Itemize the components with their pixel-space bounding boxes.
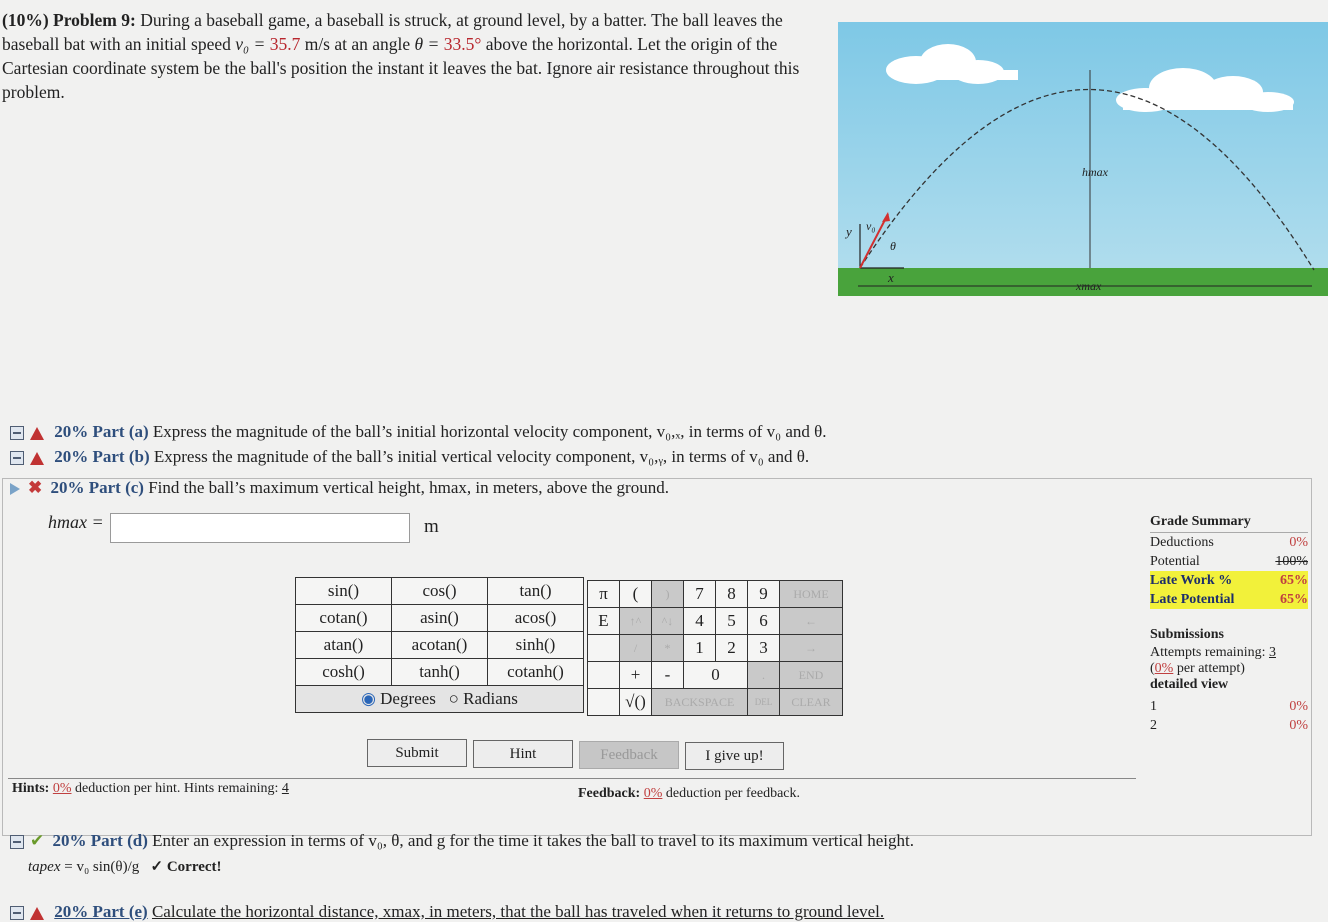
theta-symbol: θ = xyxy=(414,34,440,54)
potential-value: 100% xyxy=(1275,554,1308,569)
key-rparen[interactable]: ) xyxy=(652,581,684,608)
key-clear[interactable]: CLEAR xyxy=(780,689,843,716)
warning-icon xyxy=(30,452,44,465)
late-work-value: 65% xyxy=(1280,573,1308,588)
v0-label: v₀ xyxy=(866,219,876,233)
cloud-left xyxy=(886,44,1018,84)
late-potential-label: Late Potential xyxy=(1150,592,1235,607)
attempts-value: 3 xyxy=(1268,645,1276,660)
fn-sin[interactable]: sin() xyxy=(296,578,392,605)
part-d-row[interactable] xyxy=(10,831,914,851)
y-label: y xyxy=(846,224,852,239)
potential-label: Potential xyxy=(1150,554,1200,569)
hint-button[interactable]: Hint xyxy=(473,740,573,768)
late-work-label: Late Work % xyxy=(1150,573,1233,588)
fn-cotan[interactable]: cotan() xyxy=(296,605,392,632)
key-0[interactable]: 0 xyxy=(684,662,748,689)
problem-label: Problem 9: xyxy=(53,10,136,30)
feedback-button[interactable]: Feedback xyxy=(579,741,679,769)
theta-value: 33.5° xyxy=(443,34,482,54)
part-b-text: Express the magnitude of the ball’s initial vertical velocity component, v₀,ᵧ, in terms of v₀ and θ. xyxy=(153,447,810,466)
hints-pct: 0% xyxy=(52,781,72,796)
key-backspace[interactable]: BACKSPACE xyxy=(652,689,748,716)
part-d-answer xyxy=(28,857,222,876)
key-up-caret[interactable]: ↑^ xyxy=(620,608,652,635)
collapse-icon[interactable] xyxy=(10,426,24,440)
key-end[interactable]: END xyxy=(780,662,843,689)
key-star[interactable]: * xyxy=(652,635,684,662)
theta-label: θ xyxy=(890,239,896,253)
key-minus[interactable]: - xyxy=(652,662,684,689)
submit-button[interactable]: Submit xyxy=(367,739,467,767)
problem-statement xyxy=(2,8,832,104)
xmax-label: xmax xyxy=(1076,279,1102,293)
degrees-radio[interactable]: ◉ xyxy=(361,689,376,708)
key-2[interactable]: 2 xyxy=(716,635,748,662)
fn-atan[interactable]: atan() xyxy=(296,632,392,659)
part-e-title: 20% Part (e) xyxy=(54,902,148,921)
part-d-text: Enter an expression in terms of v₀, θ, and g for the time it takes the ball to travel to its maximum vertical height. xyxy=(152,831,915,850)
number-keypad xyxy=(587,580,843,716)
hints-info xyxy=(12,781,289,797)
v0-arrowhead xyxy=(882,212,890,222)
v0-symbol: v₀ = xyxy=(235,34,266,54)
key-empty xyxy=(588,689,620,716)
collapse-icon[interactable] xyxy=(10,906,24,920)
grade-title: Grade Summary xyxy=(1150,514,1308,533)
collapse-icon[interactable] xyxy=(10,451,24,465)
fn-cotanh[interactable]: cotanh() xyxy=(488,659,584,686)
part-d-title: 20% Part (d) xyxy=(52,831,148,850)
feedback-info xyxy=(578,786,800,802)
expand-arrow-icon[interactable] xyxy=(10,483,20,495)
part-a-row[interactable] xyxy=(10,422,827,442)
answer-unit: m xyxy=(424,516,439,537)
feedback-pct: 0% xyxy=(643,786,663,801)
part-c-title: 20% Part (c) xyxy=(50,478,144,497)
attempts-label: Attempts remaining: xyxy=(1150,645,1266,660)
key-6[interactable]: 6 xyxy=(748,608,780,635)
fn-asin[interactable]: asin() xyxy=(392,605,488,632)
key-9[interactable]: 9 xyxy=(748,581,780,608)
deductions-value: 0% xyxy=(1289,535,1308,550)
warning-icon xyxy=(30,427,44,440)
feedback-text: deduction per feedback. xyxy=(665,786,800,801)
fn-acos[interactable]: acos() xyxy=(488,605,584,632)
submission-number: 2 xyxy=(1150,718,1157,733)
key-pi[interactable]: π xyxy=(588,581,620,608)
key-del[interactable]: DEL xyxy=(748,689,780,716)
per-attempt-pct: 0% xyxy=(1154,661,1174,676)
per-attempt-text: per attempt) xyxy=(1176,661,1245,676)
give-up-button[interactable]: I give up! xyxy=(685,742,784,770)
part-c-row[interactable] xyxy=(10,478,669,498)
part-e-row[interactable] xyxy=(10,902,884,922)
deductions-label: Deductions xyxy=(1150,535,1214,550)
feedback-label: Feedback: xyxy=(578,786,641,801)
part-b-title: 20% Part (b) xyxy=(54,447,150,466)
problem-weight: (10%) xyxy=(2,10,49,30)
degrees-label: Degrees xyxy=(380,689,436,708)
hints-divider xyxy=(8,778,1136,779)
checkmark-icon: ✔ xyxy=(30,831,45,850)
key-3[interactable]: 3 xyxy=(748,635,780,662)
part-d-status: ✓ Correct! xyxy=(150,859,222,875)
submission-pct: 0% xyxy=(1289,699,1308,714)
hints-label: Hints: xyxy=(12,781,50,796)
key-lparen[interactable]: ( xyxy=(620,581,652,608)
v0-value: 35.7 xyxy=(269,34,301,54)
x-label: x xyxy=(888,270,894,285)
key-left-arrow[interactable]: ← xyxy=(780,608,843,635)
key-sqrt[interactable]: √() xyxy=(620,689,652,716)
fn-cosh[interactable]: cosh() xyxy=(296,659,392,686)
fn-tanh[interactable]: tanh() xyxy=(392,659,488,686)
function-keypad xyxy=(295,577,584,713)
v0-unit: m/s at an angle xyxy=(304,34,411,54)
part-d-answer-label: tapex xyxy=(28,859,61,875)
fn-tan[interactable]: tan() xyxy=(488,578,584,605)
trajectory-figure xyxy=(838,22,1328,296)
collapse-icon[interactable] xyxy=(10,835,24,849)
trajectory-path xyxy=(860,89,1314,270)
key-e[interactable]: E xyxy=(588,608,620,635)
fn-sinh[interactable]: sinh() xyxy=(488,632,584,659)
key-plus[interactable]: + xyxy=(620,662,652,689)
hmax-label: hmax xyxy=(1082,165,1108,179)
submission-number: 1 xyxy=(1150,699,1157,714)
key-5[interactable]: 5 xyxy=(716,608,748,635)
key-home[interactable]: HOME xyxy=(780,581,843,608)
key-right-arrow[interactable]: → xyxy=(780,635,843,662)
warning-icon xyxy=(30,907,44,920)
part-a-text: Express the magnitude of the ball’s initial horizontal velocity component, v₀,ₓ, in terms of v₀ and θ. xyxy=(152,422,827,441)
key-8[interactable]: 8 xyxy=(716,581,748,608)
key-dot[interactable]: . xyxy=(748,662,780,689)
cloud-right xyxy=(1116,68,1294,112)
key-empty xyxy=(588,662,620,689)
hints-remaining: 4 xyxy=(281,781,289,796)
answer-label: hmax = xyxy=(48,512,104,532)
hints-text: deduction per hint. Hints remaining: xyxy=(75,781,279,796)
key-7[interactable]: 7 xyxy=(684,581,716,608)
angle-mode-row xyxy=(296,686,584,713)
key-1[interactable]: 1 xyxy=(684,635,716,662)
fn-acotan[interactable]: acotan() xyxy=(392,632,488,659)
part-c-text: Find the ball’s maximum vertical height, hmax, in meters, above the ground. xyxy=(148,478,669,497)
radians-radio[interactable]: ○ xyxy=(448,689,459,708)
x-mark-icon: ✖ xyxy=(28,478,43,497)
late-potential-value: 65% xyxy=(1280,592,1308,607)
fn-cos[interactable]: cos() xyxy=(392,578,488,605)
key-slash[interactable]: / xyxy=(620,635,652,662)
key-empty xyxy=(588,635,620,662)
radians-label: Radians xyxy=(463,689,518,708)
key-caret-down[interactable]: ^↓ xyxy=(652,608,684,635)
part-b-row[interactable] xyxy=(10,447,809,467)
part-a-title: 20% Part (a) xyxy=(54,422,149,441)
submissions-title: Submissions xyxy=(1150,627,1224,642)
detailed-view-link[interactable]: detailed view xyxy=(1150,677,1229,692)
key-4[interactable]: 4 xyxy=(684,608,716,635)
part-e-text: Calculate the horizontal distance, xmax, in meters, that the ball has traveled when it returns to ground level. xyxy=(151,902,885,921)
trajectory-svg xyxy=(838,22,1328,296)
part-d-answer-expr: = v₀ sin(θ)/g xyxy=(64,859,140,875)
grade-summary: Grade Summary Deductions 0% Potential 100% Late Work % 65% Late Potential 65% Submissions Attempts remaining: 3 (0% per attempt) detailed view 1 0% 2 0% xyxy=(1150,514,1308,733)
problem-text-b: above the horizontal. Let the origin of the Cartesian coordinate system be the ball's position the instant it leaves the bat. Ignore air resistance throughout this problem. xyxy=(2,34,800,102)
answer-input[interactable] xyxy=(110,513,410,543)
problem-text-a: During a baseball game, a baseball is struck, at ground level, by a batter. The ball leaves the baseball bat with an initial speed xyxy=(2,10,783,54)
submission-pct: 0% xyxy=(1289,718,1308,733)
